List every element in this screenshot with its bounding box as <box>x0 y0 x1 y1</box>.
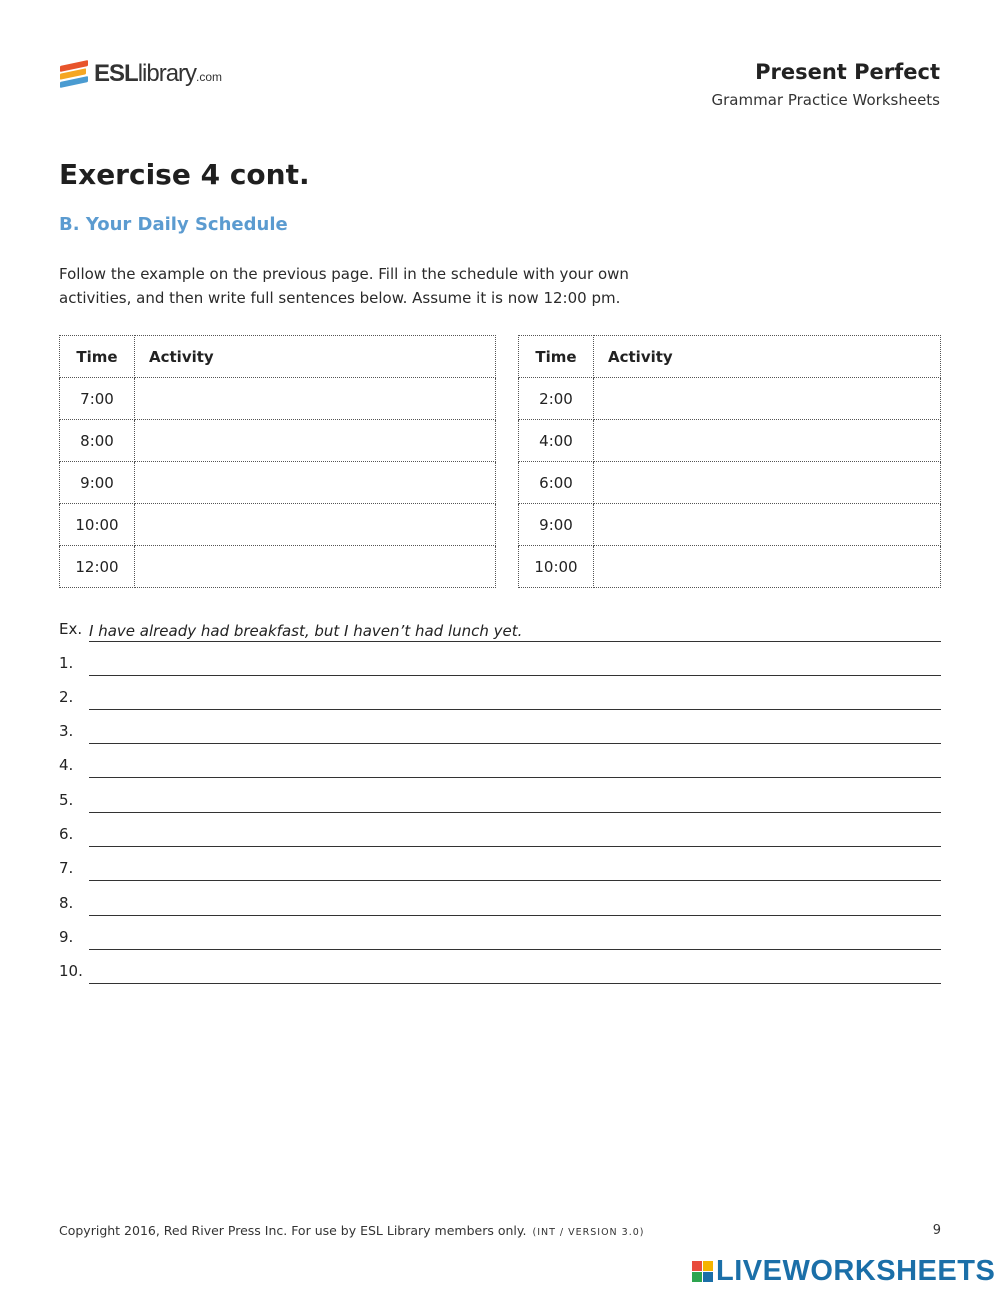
time-cell: 6:00 <box>519 462 594 504</box>
activity-input-cell[interactable] <box>135 546 496 588</box>
activity-input-cell[interactable] <box>594 504 941 546</box>
answer-line[interactable] <box>59 954 941 984</box>
activity-input-cell[interactable] <box>594 462 941 504</box>
exercise-title: Exercise 4 cont. <box>59 158 310 191</box>
line-number: 5. <box>59 791 74 809</box>
line-number: 3. <box>59 722 74 740</box>
time-cell: 7:00 <box>60 378 135 420</box>
answer-line[interactable] <box>59 783 941 813</box>
copyright-notice: Copyright 2016, Red River Press Inc. For use by ESL Library members only. (INT / VERSION 3.0) <box>59 1223 645 1238</box>
table-row <box>519 462 941 504</box>
time-cell: 4:00 <box>519 420 594 462</box>
instructions: Follow the example on the previous page. Fill in the schedule with your own activities, and then write full sentences below. Assume it is now 12:00 pm. <box>59 265 629 307</box>
line-number: 9. <box>59 928 74 946</box>
time-header: Time <box>60 336 135 378</box>
answer-line[interactable] <box>59 851 941 881</box>
example-label: Ex. <box>59 620 83 638</box>
line-number: 6. <box>59 825 74 843</box>
answer-rule <box>89 949 941 950</box>
time-cell: 9:00 <box>519 504 594 546</box>
table-row <box>519 504 941 546</box>
answer-rule <box>89 777 941 778</box>
answer-line[interactable] <box>59 817 941 847</box>
table-header-row <box>60 336 496 378</box>
line-number: 7. <box>59 859 74 877</box>
answer-rule <box>89 709 941 710</box>
table-row <box>519 546 941 588</box>
answer-rule <box>89 983 941 984</box>
answer-line[interactable] <box>59 714 941 744</box>
answer-line[interactable] <box>59 646 941 676</box>
line-number: 1. <box>59 654 74 672</box>
time-cell: 8:00 <box>60 420 135 462</box>
table-row <box>60 546 496 588</box>
time-cell: 10:00 <box>60 504 135 546</box>
document-title: Present Perfect <box>755 60 940 84</box>
liveworksheets-wordmark: LIVEWORKSHEETS <box>716 1255 996 1287</box>
answer-rule <box>89 743 941 744</box>
activity-input-cell[interactable] <box>594 378 941 420</box>
line-number: 2. <box>59 688 74 706</box>
table-header-row <box>519 336 941 378</box>
schedule-table-right <box>518 335 941 588</box>
answer-line[interactable] <box>59 680 941 710</box>
time-cell: 2:00 <box>519 378 594 420</box>
table-row <box>519 378 941 420</box>
table-row <box>519 420 941 462</box>
answer-line[interactable] <box>59 748 941 778</box>
answer-rule <box>89 641 941 642</box>
answer-rule <box>89 846 941 847</box>
activity-input-cell[interactable] <box>135 504 496 546</box>
document-subtitle: Grammar Practice Worksheets <box>711 91 940 109</box>
version-label: (INT / VERSION 3.0) <box>532 1227 645 1238</box>
time-cell: 9:00 <box>60 462 135 504</box>
activity-input-cell[interactable] <box>594 546 941 588</box>
answer-rule <box>89 675 941 676</box>
line-number: 8. <box>59 894 74 912</box>
answer-rule <box>89 915 941 916</box>
activity-input-cell[interactable] <box>135 378 496 420</box>
answer-rule <box>89 880 941 881</box>
example-sentence: I have already had breakfast, but I haven’t had lunch yet. <box>89 622 523 640</box>
time-cell: 12:00 <box>60 546 135 588</box>
esl-library-logo <box>60 58 222 90</box>
answer-rule <box>89 812 941 813</box>
books-logo-icon <box>60 59 90 89</box>
activity-header: Activity <box>135 336 496 378</box>
answer-line[interactable] <box>59 886 941 916</box>
table-row <box>60 462 496 504</box>
example-sentence-row <box>59 612 941 642</box>
activity-input-cell[interactable] <box>135 462 496 504</box>
table-row <box>60 420 496 462</box>
answer-line[interactable] <box>59 920 941 950</box>
schedule-table-left <box>59 335 496 588</box>
liveworksheets-logo-icon <box>692 1261 713 1282</box>
line-number: 4. <box>59 756 74 774</box>
activity-input-cell[interactable] <box>594 420 941 462</box>
liveworksheets-watermark <box>692 1255 995 1288</box>
page-number: 9 <box>932 1223 941 1238</box>
logo-wordmark: ESLlibrary.com <box>94 60 223 87</box>
table-row <box>60 378 496 420</box>
activity-input-cell[interactable] <box>135 420 496 462</box>
line-number: 10. <box>59 962 83 980</box>
table-row <box>60 504 496 546</box>
activity-header: Activity <box>594 336 941 378</box>
section-title: B. Your Daily Schedule <box>59 214 288 235</box>
time-cell: 10:00 <box>519 546 594 588</box>
time-header: Time <box>519 336 594 378</box>
